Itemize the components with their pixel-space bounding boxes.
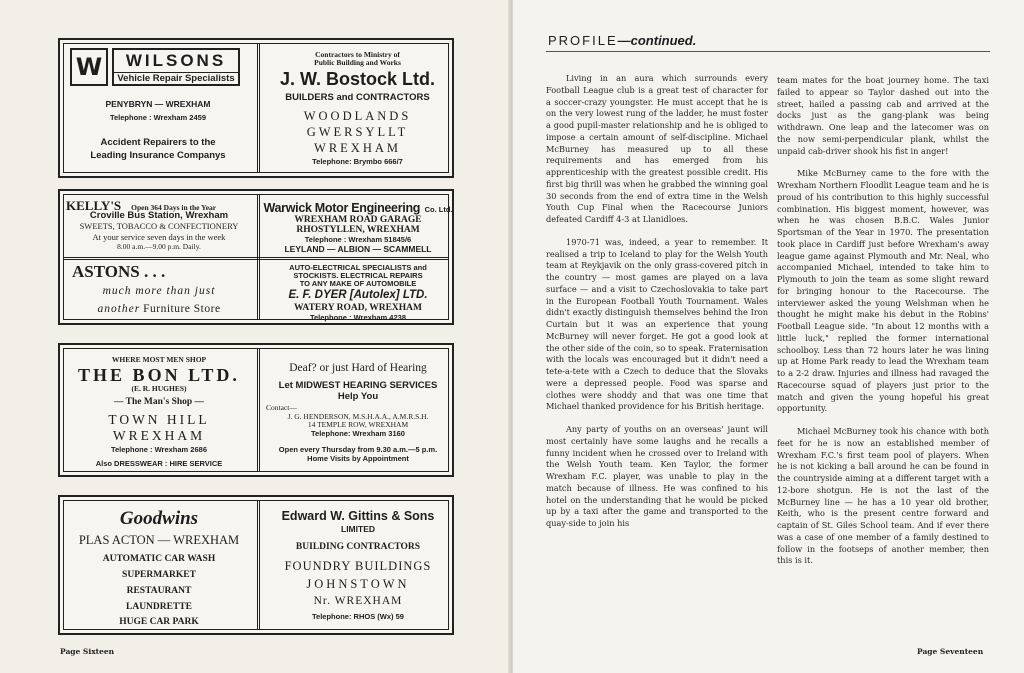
page-title: [548, 33, 696, 48]
bon-tagline: — The Man's Shop —: [113, 397, 205, 407]
profile-heading-continued: —continued.: [617, 33, 697, 48]
bon-addr2: WREXHAM: [112, 428, 206, 443]
page-number-left: Page Sixteen: [60, 647, 115, 656]
hearing-hours1: Open every Thursday from 9.30 a.m.—5 p.m.: [278, 445, 438, 454]
hearing-person: J. G. HENDERSON, M.S.H.A.A., A.M.R.S.H.: [287, 412, 429, 421]
warwick-suffix: Co. Ltd.: [424, 205, 453, 214]
goodwins-addr: PLAS ACTON — WREXHAM: [78, 533, 240, 547]
title-rule: [546, 51, 990, 52]
bon-name: THE BON LTD.: [78, 365, 240, 385]
bostock-top1: Contractors to Ministry of: [315, 50, 400, 59]
ad-block-1: [58, 38, 454, 178]
astons-line2a: another: [97, 303, 141, 315]
bostock-addr2: GWERSYLLT: [306, 125, 409, 139]
wilsons-tagline: Vehicle Repair Specialists: [114, 72, 238, 85]
warwick-phone: Telephone : Wrexham 51845/6: [304, 235, 412, 244]
hearing-phone: Telephone: Wrexham 3160: [311, 429, 405, 438]
divider: [257, 500, 260, 630]
warwick-line2: RHOSTYLLEN, WREXHAM: [296, 225, 420, 235]
wilsons-header: [112, 48, 240, 86]
divider: [257, 43, 260, 173]
bostock-addr3: WREXHAM: [314, 141, 401, 155]
article-column-2: [777, 75, 989, 567]
paragraph: Living in an aura which surrounds every Football League club is a great test of character for a soccer-crazy youngster. He must accept that he is on the very lowest rung of the ladder, he must foster a good pupil-master relationship and he is obliged to impose a certain amount of self-discipline. Michael McBurney has measured up to all these requirements and has emerged from his apprenticeship with the greatest possible credit. His first big thrill was when he grabbed the winning goal 30 seconds from the end of extra time in the Welsh Youth Cup Final when the Racecourse Juniors defeated Cardiff 4-3 at Llanidloes.: [546, 73, 768, 224]
goodwins-item-2: SUPERMARKET: [122, 570, 196, 580]
kellys-line4: 8.00 a.m.—9.00 p.m. Daily.: [117, 242, 201, 251]
ad-block-3: [58, 343, 454, 477]
article-column-1: [546, 73, 768, 530]
kellys-name: KELLY'S: [66, 198, 122, 213]
gittins-trade: BUILDING CONTRACTORS: [295, 542, 421, 552]
wilsons-phone: Telephone : Wrexham 2459: [109, 113, 206, 122]
gittins-addr2: JOHNSTOWN: [306, 577, 410, 591]
warwick-makes: LEYLAND — ALBION — SCAMMELL: [284, 244, 432, 254]
bon-also: Also DRESSWEAR : HIRE SERVICE: [95, 459, 223, 468]
gittins-phone: Telephone: RHOS (Wx) 59: [312, 612, 404, 621]
astons-name: ASTONS . . .: [72, 262, 166, 281]
astons-line2b: Furniture Store: [143, 303, 221, 315]
goodwins-item-5: HUGE CAR PARK: [119, 617, 199, 627]
bostock-name: J. W. Bostock Ltd.: [279, 69, 435, 89]
gittins-addr1: FOUNDRY BUILDINGS: [284, 559, 432, 573]
paragraph: team mates for the boat journey home. The taxi failed to appear so Taylor dashed out into the street, hailed a passing cab and arrived at the docks just as the gang-plank was being withdrawn. One leap and the latecomer was on the now semi-perpendicular plank, whilst the unpaid cab-driver shook his fist in anger!: [777, 75, 989, 156]
bon-addr1: TOWN HILL: [108, 412, 210, 427]
wilsons-line2: Leading Insurance Companys: [90, 150, 226, 161]
gittins-addr3: Nr. WREXHAM: [313, 595, 403, 607]
wilsons-address: PENYBRYN — WREXHAM: [105, 99, 211, 109]
page-number-right: Page Seventeen: [917, 647, 984, 656]
wilsons-line1: Accident Repairers to the: [100, 137, 216, 148]
hearing-line2: Help You: [337, 391, 379, 402]
astons-line2: [66, 303, 252, 316]
ad-block-2: [58, 189, 454, 325]
dyer-line2: STOCKISTS. ELECTRICAL REPAIRS: [293, 271, 423, 280]
divider: [63, 257, 449, 260]
dyer-name: E. F. DYER [Autolex] LTD.: [288, 289, 428, 301]
bon-owner: (E. R. HUGHES): [131, 384, 187, 393]
divider: [257, 348, 260, 472]
ad-block-4: [58, 495, 454, 635]
warwick-line1: WREXHAM ROAD GARAGE: [294, 215, 422, 225]
profile-heading: PROFILE: [548, 33, 618, 48]
goodwins-name: Goodwins: [119, 508, 199, 529]
bon-phone: Telephone : Wrexham 2686: [110, 445, 207, 454]
hearing-hours2: Home Visits by Appointment: [307, 454, 409, 463]
kellys-line2: SWEETS, TOBACCO & CONFECTIONERY: [79, 221, 239, 231]
dyer-line1: AUTO-ELECTRICAL SPECIALISTS and: [289, 263, 427, 272]
hearing-head: Deaf? or just Hard of Hearing: [289, 362, 427, 374]
hearing-line1: Let MIDWEST HEARING SERVICES: [278, 380, 438, 391]
warwick-name: Warwick Motor Engineering: [263, 201, 421, 215]
dyer-line3: TO ANY MAKE OF AUTOMOBILE: [299, 279, 417, 288]
goodwins-item-3: RESTAURANT: [126, 586, 192, 596]
kellys-hours: Open 364 Days in the Year: [131, 203, 217, 212]
kellys-line3: At your service seven days in the week: [92, 232, 226, 242]
bostock-trade: BUILDERS and CONTRACTORS: [285, 92, 430, 103]
gittins-limited: LIMITED: [341, 524, 375, 534]
paragraph: Michael McBurney took his chance with both feet for he is now an established member of Wrexham F.C.'s first team pool of players. When he is not kicking a ball around he can be found in the countryside aiming at a different target with a 12-bore shotgun. He is not the last of the McBurney line — he has a 10 year old brother, Keith, who is the present centre forward and captain of St. Giles School team. And if ever there was a case of one member of a family destined to follow in the footseps of another member, then this is it.: [777, 426, 989, 566]
wilsons-name: WILSONS: [125, 51, 227, 70]
paragraph: Any party of youths on an overseas' jaunt will most certainly have some laughs and he recalls a funny incident when he crossed over to Ireland with the Welsh Youth team. Ken Taylor, the former Wrexham F.C. player, was unable to play in the match because of illness. He was confined to his hotel on the understanding that he would be picked up by a taxi after the game and transported to the quay-side to join his: [546, 424, 768, 528]
paragraph: 1970-71 was, indeed, a year to remember. It realised a trip to Iceland to play for the Welsh Youth team at Reykjavik on the only grass-covered pitch in the country — most games are played on a lava surface — and a visit to Czechoslovakia to take part in the European Football Youth Tournament. Wales didn't exactly distinguish themselves behind the Iron Curtain but it was an experience that young McBurney will never forget. He got a good look at the other side of the coin, so to speak. Fraternisation with the locals was encouraged but it didn't need a tete-a-tete with a Czech to deduce that the Slovaks were a depressed people. Food was sparse and clothes were shoddy and that was one time that Michael thanked providence for his British heritage.: [546, 236, 768, 412]
dyer-addr: WATERY ROAD, WREXHAM: [293, 303, 422, 313]
bostock-addr1: WOODLANDS: [303, 109, 412, 123]
dyer-phone: Telephone : Wrexham 4238: [309, 313, 406, 322]
bon-top: WHERE MOST MEN SHOP: [111, 355, 207, 364]
wilsons-logo: W: [70, 48, 108, 86]
hearing-addr: 14 TEMPLE ROW, WREXHAM: [307, 420, 409, 429]
goodwins-item-1: AUTOMATIC CAR WASH: [102, 554, 216, 564]
kellys-line1: Croville Bus Station, Wrexham: [89, 210, 229, 221]
goodwins-item-4: LAUNDRETTE: [126, 602, 192, 612]
paragraph: Mike McBurney came to the fore with the Wrexham Northern Floodlit League team and he is proud of his contribution to this highly successful combination. His biggest moment, however, was when he was chosen B.B.C. Wales Junior Sportsman of the Year in 1970. The presentation took place in Cardiff just before Wrexham's away league game against Plymouth and Mr. Neal, who accompanied Michael, intended to take him to Plymouth to join the team as some slight reward for bringing honour to the Racecourse. The interviewer asked the young Welshman when he thought he might make his debut in the Robins' Football League side. "In about 12 months with a little luck," replied the former international schoolboy. Less than 72 hours later he was lining up at Home Park ready to lead the Wrexham team to a 2-2 draw. Injuries and illness had ravaged the Racecourse squad of players just prior to the match and given the young hopeful his great opportunity.: [777, 168, 989, 414]
gittins-name: Edward W. Gittins & Sons: [281, 509, 435, 523]
bostock-phone: Telephone: Brymbo 666/7: [312, 157, 403, 166]
astons-line1: much more than just: [102, 285, 216, 297]
bostock-top2: Public Building and Works: [314, 58, 401, 67]
hearing-contact: Contact—: [266, 403, 297, 412]
